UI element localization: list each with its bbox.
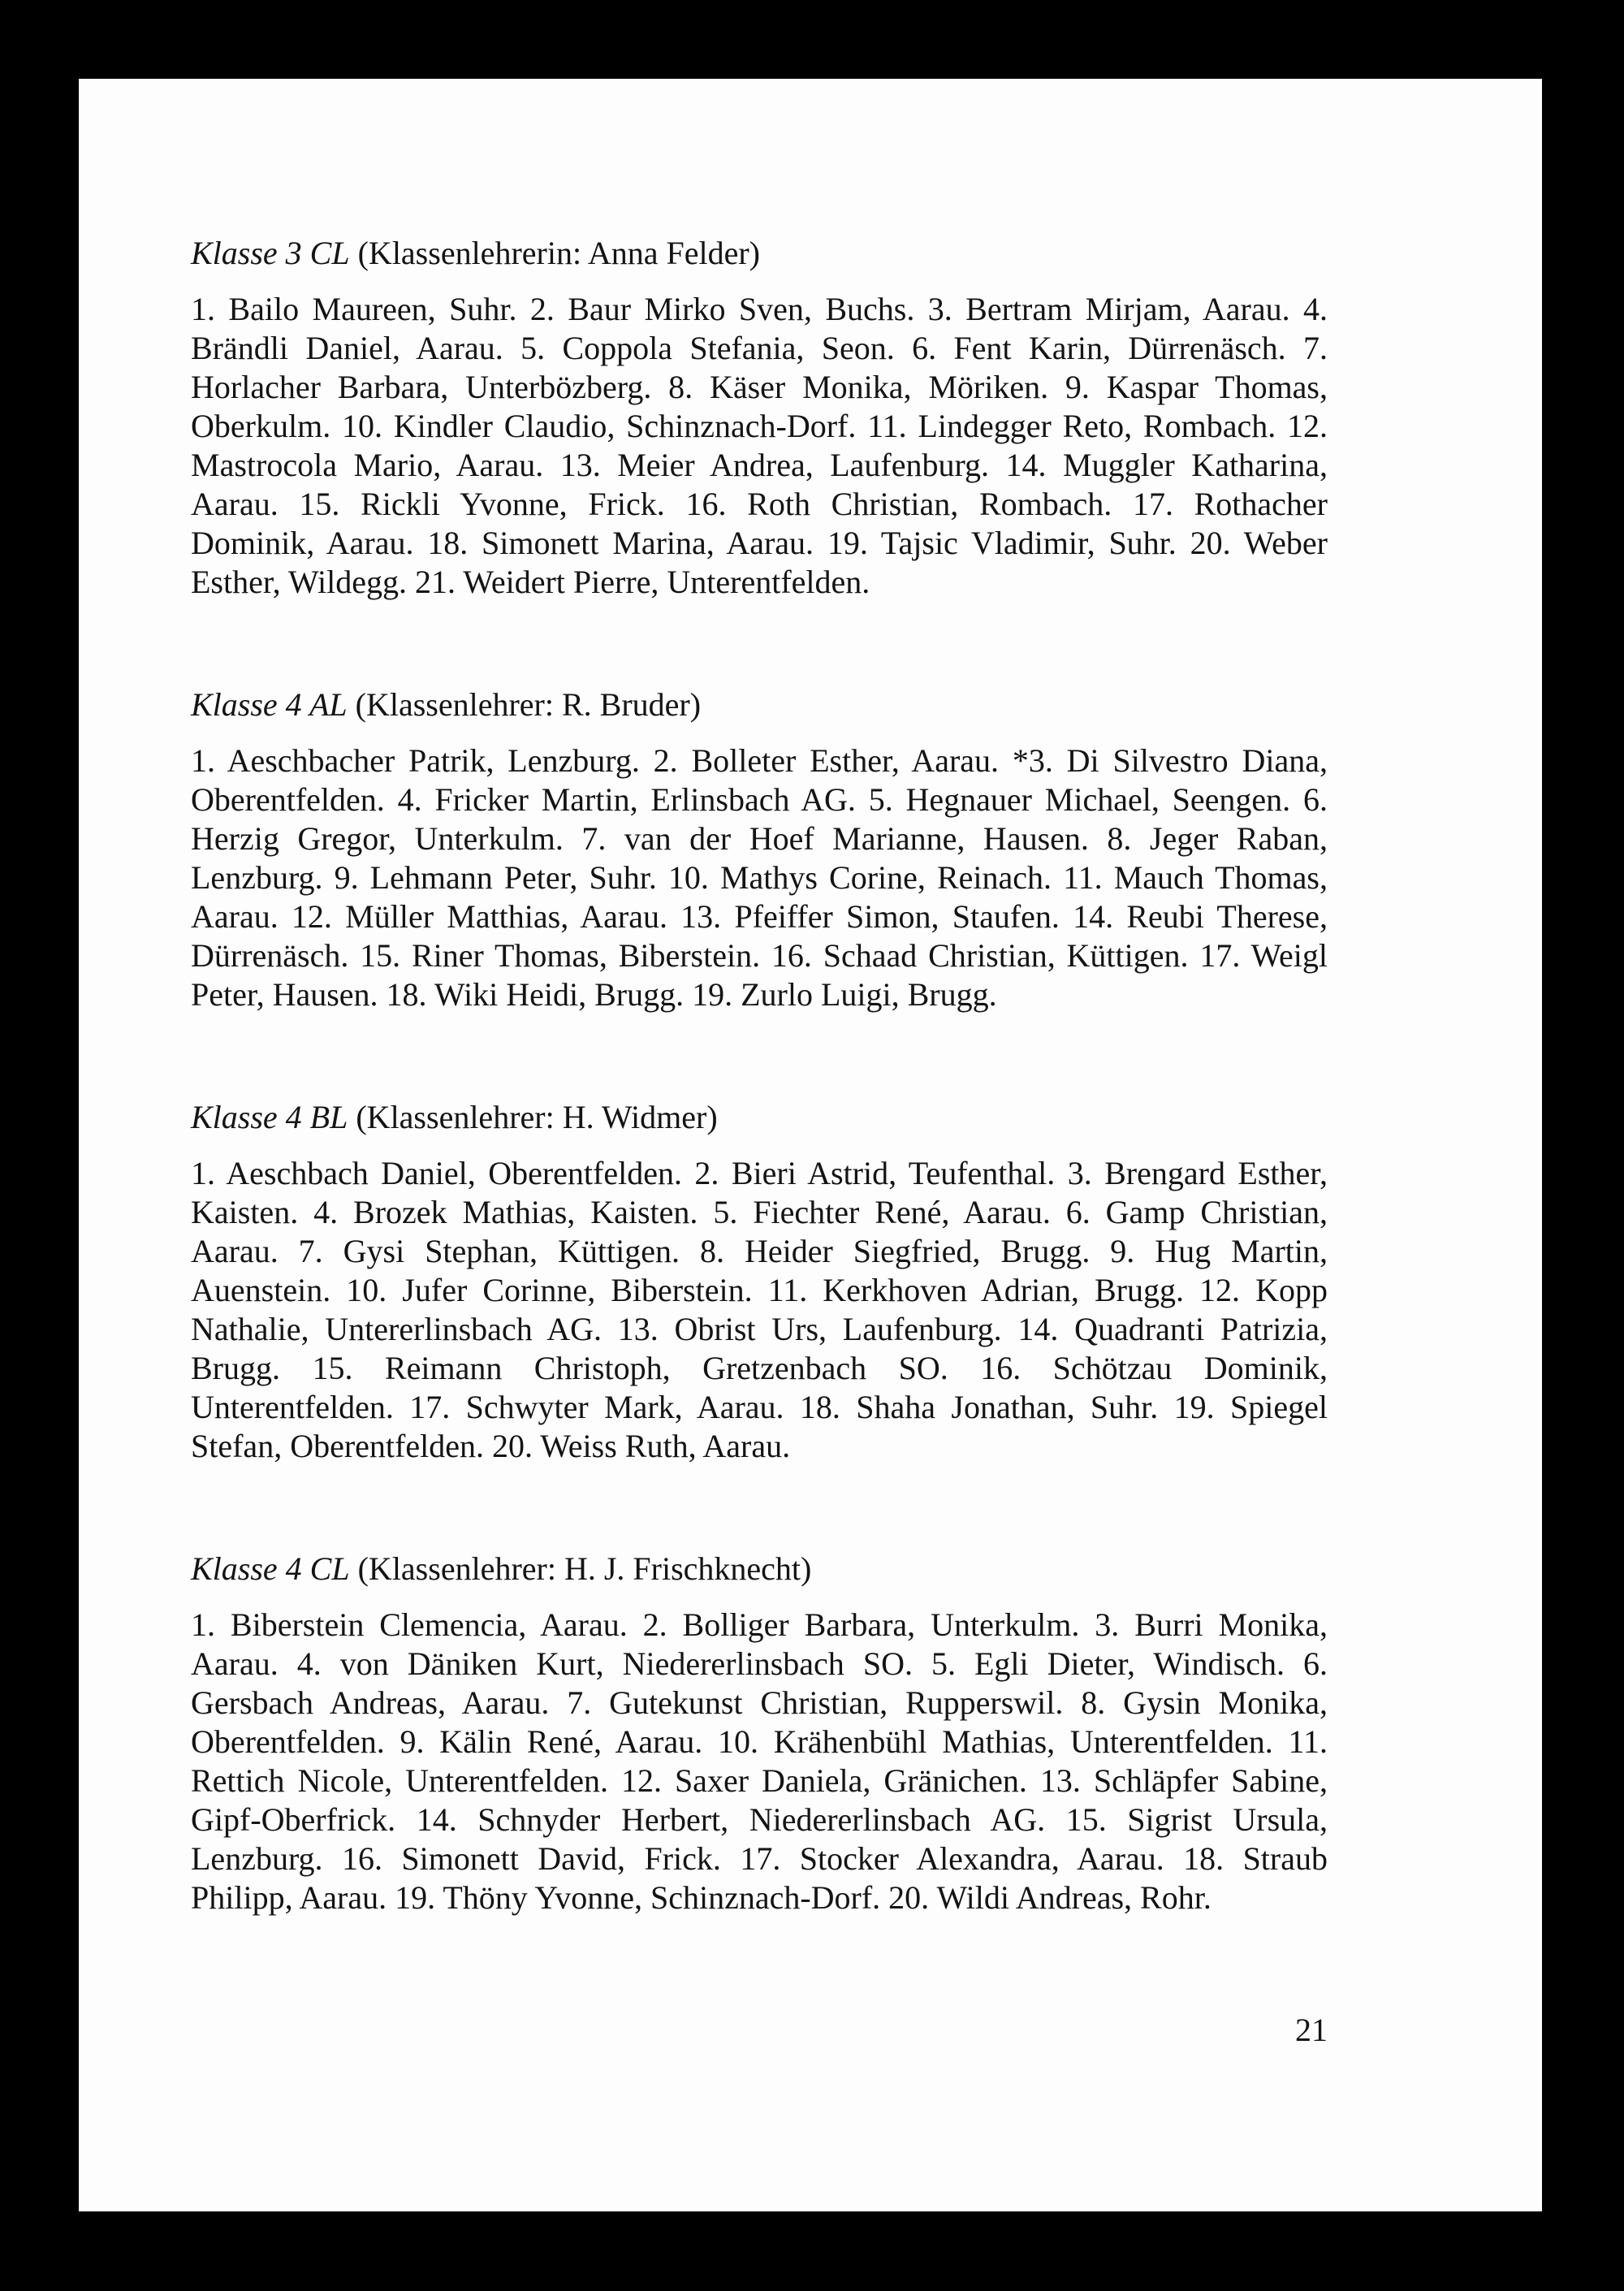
class-teacher: (Klassenlehrer: R. Bruder): [355, 686, 702, 723]
class-section-3cl: [191, 233, 1328, 602]
class-list: [191, 233, 1328, 2000]
class-teacher: (Klassenlehrer: H. J. Frischknecht): [357, 1550, 812, 1587]
page-number: 21: [1295, 2012, 1328, 2048]
class-section-4al: [191, 685, 1328, 1014]
student-list: 1. Bailo Maureen, Suhr. 2. Baur Mirko Sven, Buchs. 3. Bertram Mirjam, Aarau. 4. Brändli Daniel, Aarau. 5. Coppola Stefania, Seon. 6. Fent Karin, Dürrenäsch. 7. Horlacher Barbara, Unterbözberg. 8. Käser Monika, Möriken. 9. Kaspar Thomas, Oberkulm. 10. Kindler Claudio, Schinznach-Dorf. 11. Lindegger Reto, Rombach. 12. Mastrocola Mario, Aarau. 13. Meier Andrea, Laufenburg. 14. Muggler Katharina, Aarau. 15. Rickli Yvonne, Frick. 16. Roth Christian, Rombach. 17. Rothacher Dominik, Aarau. 18. Simonett Marina, Aarau. 19. Tajsic Vladimir, Suhr. 20. Weber Esther, Wildegg. 21. Weidert Pierre, Unterentfelden.: [191, 291, 1328, 600]
class-heading: [191, 685, 1328, 725]
class-teacher: (Klassenlehrerin: Anna Felder): [357, 235, 760, 271]
document-page: [79, 79, 1542, 2211]
class-label: Klasse 3 CL: [191, 235, 350, 271]
class-label: Klasse 4 AL: [191, 686, 348, 723]
class-label: Klasse 4 BL: [191, 1099, 348, 1135]
student-list: 1. Biberstein Clemencia, Aarau. 2. Bolliger Barbara, Unterkulm. 3. Burri Monika, Aarau. 4. von Däniken Kurt, Niedererlinsbach SO. 5. Egli Dieter, Windisch. 6. Gersbach Andreas, Aarau. 7. Gutekunst Christian, Rupperswil. 8. Gysin Monika, Oberentfelden. 9. Kälin René, Aarau. 10. Krähenbühl Mathias, Unterentfelden. 11. Rettich Nicole, Unterentfelden. 12. Saxer Daniela, Gränichen. 13. Schläpfer Sabine, Gipf-Oberfrick. 14. Schnyder Herbert, Niedererlinsbach AG. 15. Sigrist Ursula, Lenzburg. 16. Simonett David, Frick. 17. Stocker Alexandra, Aarau. 18. Straub Philipp, Aarau. 19. Thöny Yvonne, Schinznach-Dorf. 20. Wildi Andreas, Rohr.: [191, 1606, 1328, 1916]
class-heading: [191, 1549, 1328, 1589]
class-teacher: (Klassenlehrer: H. Widmer): [356, 1099, 718, 1135]
class-heading: [191, 233, 1328, 274]
student-list: 1. Aeschbacher Patrik, Lenzburg. 2. Bolleter Esther, Aarau. *3. Di Silvestro Diana, Oberentfelden. 4. Fricker Martin, Erlinsbach AG. 5. Hegnauer Michael, Seengen. 6. Herzig Gregor, Unterkulm. 7. van der Hoef Marianne, Hausen. 8. Jeger Raban, Lenzburg. 9. Lehmann Peter, Suhr. 10. Mathys Corine, Reinach. 11. Mauch Thomas, Aarau. 12. Müller Matthias, Aarau. 13. Pfeiffer Simon, Staufen. 14. Reubi Therese, Dürrenäsch. 15. Riner Thomas, Biberstein. 16. Schaad Christian, Küttigen. 17. Weigl Peter, Hausen. 18. Wiki Heidi, Brugg. 19. Zurlo Luigi, Brugg.: [191, 742, 1328, 1013]
class-heading: [191, 1097, 1328, 1138]
class-section-4cl: [191, 1549, 1328, 1917]
student-list: 1. Aeschbach Daniel, Oberentfelden. 2. Bieri Astrid, Teufenthal. 3. Brengard Esther, Kaisten. 4. Brozek Mathias, Kaisten. 5. Fiechter René, Aarau. 6. Gamp Christian, Aarau. 7. Gysi Stephan, Küttigen. 8. Heider Siegfried, Brugg. 9. Hug Martin, Auenstein. 10. Jufer Corinne, Biberstein. 11. Kerkhoven Adrian, Brugg. 12. Kopp Nathalie, Untererlinsbach AG. 13. Obrist Urs, Laufenburg. 14. Quadranti Patrizia, Brugg. 15. Reimann Christoph, Gretzenbach SO. 16. Schötzau Dominik, Unterentfelden. 17. Schwyter Mark, Aarau. 18. Shaha Jonathan, Suhr. 19. Spiegel Stefan, Oberentfelden. 20. Weiss Ruth, Aarau.: [191, 1155, 1328, 1464]
class-section-4bl: [191, 1097, 1328, 1466]
class-label: Klasse 4 CL: [191, 1550, 350, 1587]
